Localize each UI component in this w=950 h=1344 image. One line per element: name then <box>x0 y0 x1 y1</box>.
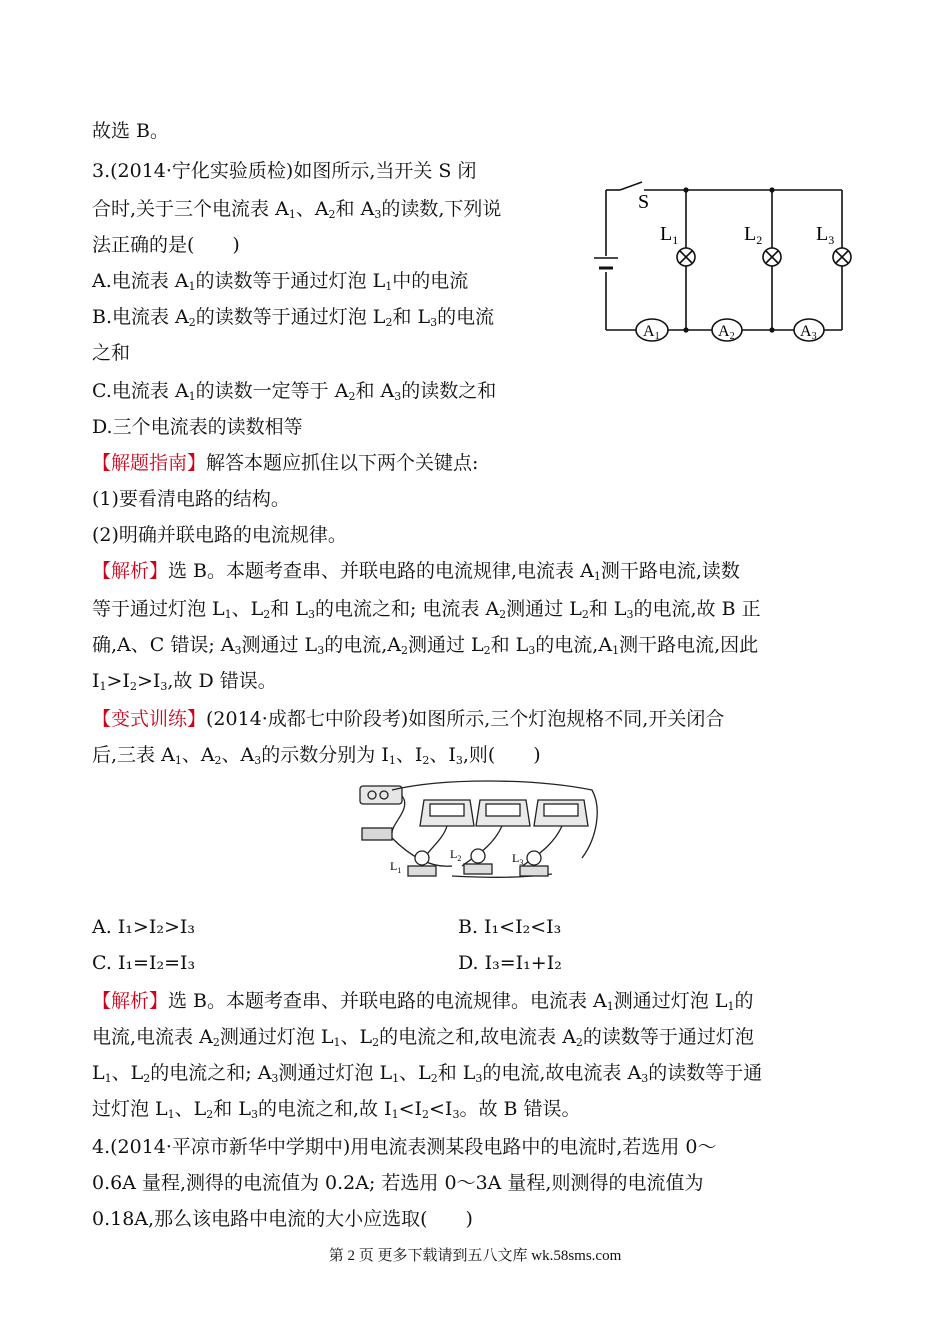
text: 和 L <box>392 306 431 328</box>
sub: 1 <box>188 280 196 293</box>
text: 。故 B 错误。 <box>459 1098 581 1120</box>
sub: 3 <box>254 754 262 767</box>
text: 的读数,下列说 <box>381 198 502 220</box>
sub: 3 <box>374 208 382 221</box>
variation-option-d: D. I₃=I₁+I₂ <box>458 952 562 974</box>
text: 和 L <box>437 1062 476 1084</box>
variation-line-1 <box>92 706 724 732</box>
text: 的电流之和; A <box>150 1062 272 1084</box>
question-3-line-3 <box>92 232 240 258</box>
sub: 2 <box>129 680 137 693</box>
photo-lamp-label: $L_3$ <box>512 851 524 867</box>
analysis2-line-1 <box>92 988 753 1014</box>
circuit-diagram <box>592 180 862 350</box>
sub: 1 <box>333 1036 341 1049</box>
junction-dot <box>769 187 774 192</box>
sub: 2 <box>206 1108 214 1121</box>
sub: 3 <box>528 644 536 657</box>
sub: 3 <box>271 1072 279 1085</box>
page-footer: 第 2 页 更多下载请到五八文库 wk.58sms.com <box>328 1248 622 1264</box>
circuit-photo <box>352 778 602 886</box>
text: 3.(2014·宁化实验质检)如图所示,当开关 S 闭 <box>92 160 477 182</box>
sub: 2 <box>581 608 589 621</box>
guide-tag: 【解题指南】 <box>92 452 207 474</box>
text: 和 L <box>490 634 529 656</box>
sub: 2 <box>143 1072 151 1085</box>
sub: 1 <box>104 1072 112 1085</box>
sub: 3 <box>160 680 168 693</box>
text: 、L <box>174 1098 207 1120</box>
option-b <box>92 304 494 330</box>
text: 、I <box>395 744 423 766</box>
text: <I <box>429 1098 453 1120</box>
wire <box>520 826 562 868</box>
guide-line <box>92 450 478 476</box>
switch-label: S <box>638 191 650 213</box>
switch-blade <box>620 182 642 190</box>
question-4-line-2 <box>92 1170 703 1196</box>
lamp-label: $L_3$ <box>816 223 835 247</box>
sub: 3 <box>250 1108 258 1121</box>
text: 的读数一定等于 A <box>195 380 349 402</box>
analysis-line-1 <box>92 558 740 584</box>
ammeter-label: A3 <box>800 323 817 342</box>
text: 之和 <box>92 342 131 364</box>
text: 和 A <box>355 380 395 402</box>
sub: 1 <box>392 1072 400 1085</box>
text: 的电流之和,故电流表 A <box>379 1026 576 1048</box>
sub: 2 <box>400 644 408 657</box>
text: 的读数等于通过灯泡 L <box>195 306 386 328</box>
sub: 3 <box>317 644 325 657</box>
text: 的电流,故 B 正 <box>633 598 761 620</box>
text: 和 L <box>588 598 627 620</box>
text: 等于通过灯泡 L <box>92 598 225 620</box>
sub: 3 <box>452 1108 460 1121</box>
text: 的电流,故电流表 A <box>482 1062 642 1084</box>
sub: 1 <box>385 280 393 293</box>
text: 、A <box>221 744 255 766</box>
sub: 1 <box>167 1108 175 1121</box>
ammeter-1-icon <box>420 800 474 826</box>
option-a <box>92 268 468 294</box>
sub: 2 <box>385 316 393 329</box>
text: 、L <box>111 1062 144 1084</box>
lamp-label: $L_2$ <box>744 223 763 247</box>
sub: 3 <box>430 316 438 329</box>
text: 的读数之和 <box>401 380 497 402</box>
option-d <box>92 414 303 440</box>
text: 的读数等于通过灯泡 L <box>195 270 386 292</box>
sub: 2 <box>188 316 196 329</box>
text: 、L <box>231 598 264 620</box>
ammeter-2-icon <box>476 800 530 826</box>
text: 的电流 <box>437 306 495 328</box>
analysis-tag: 【解析】 <box>92 990 169 1012</box>
sub: 2 <box>348 390 356 403</box>
sub: 1 <box>388 754 396 767</box>
text: 的读数等于通过灯泡 <box>582 1026 754 1048</box>
text: 的电流,A <box>535 634 613 656</box>
sub: 1 <box>612 644 620 657</box>
text: 、A <box>295 198 329 220</box>
junction-dot <box>683 187 688 192</box>
text: 测通过灯泡 L <box>278 1062 393 1084</box>
sub: 1 <box>391 1108 399 1121</box>
analysis2-line-4 <box>92 1096 580 1122</box>
sub: 2 <box>328 208 336 221</box>
text: 电流,电流表 A <box>92 1026 213 1048</box>
text: 选 B。本题考查串、并联电路的电流规律,电流表 A <box>168 560 594 582</box>
text: 的电流,A <box>324 634 401 656</box>
text: 、L <box>340 1026 373 1048</box>
analysis-line-4 <box>92 668 277 694</box>
text: ,故 D 错误。 <box>167 670 277 692</box>
variation-option-a: A. I₁>I₂>I₃ <box>92 916 196 938</box>
text: 和 A <box>335 198 375 220</box>
text: 的电流之和,故 I <box>257 1098 392 1120</box>
text: 和 L <box>270 598 308 620</box>
question-3-line-1 <box>92 158 476 184</box>
text: C.电流表 A <box>92 380 189 402</box>
text: 测干路电流,因此 <box>619 634 759 656</box>
sub: 1 <box>99 680 107 693</box>
text: I <box>92 670 100 692</box>
photo-lamp-label: $L_1$ <box>390 859 402 875</box>
variation-tag: 【变式训练】 <box>92 708 207 730</box>
text: <I <box>398 1098 422 1120</box>
text: 确,A、C 错误; A <box>92 634 235 656</box>
text: L <box>92 1062 105 1084</box>
sub: 1 <box>288 208 296 221</box>
sub: 3 <box>234 644 242 657</box>
text: 、A <box>181 744 215 766</box>
text: B.电流表 A <box>92 306 189 328</box>
text: 选 B。本题考查串、并联电路的电流规律。电流表 A <box>168 990 607 1012</box>
sub: 1 <box>174 754 182 767</box>
text: ,则( ) <box>462 744 541 766</box>
text: 后,三表 A <box>92 744 175 766</box>
sub: 2 <box>263 608 271 621</box>
text: 故选 B。 <box>92 120 170 142</box>
ammeter-3-icon <box>534 800 588 826</box>
guide-point-2 <box>92 522 347 548</box>
sub: 1 <box>727 1000 735 1013</box>
text: (2014·成都七中阶段考)如图所示,三个灯泡规格不同,开关闭合 <box>206 708 725 730</box>
question-4-line-1 <box>92 1134 717 1160</box>
analysis-tag: 【解析】 <box>92 560 169 582</box>
text: >I <box>136 670 161 692</box>
text: 、L <box>399 1062 431 1084</box>
option-c <box>92 378 496 404</box>
lamp-label: $L_1$ <box>660 223 679 247</box>
text: 的读数等于通 <box>648 1062 763 1084</box>
sub: 2 <box>422 1108 429 1121</box>
text: 测通过灯泡 L <box>613 990 728 1012</box>
guide-point-1 <box>92 486 290 512</box>
text: (2)明确并联电路的电流规律。 <box>92 524 347 546</box>
sub: 2 <box>212 1036 220 1049</box>
text: 测通过 L <box>506 598 582 620</box>
text: D.三个电流表的读数相等 <box>92 416 303 438</box>
text: 测干路电流,读数 <box>600 560 740 582</box>
analysis2-line-2 <box>92 1024 754 1050</box>
text: 中的电流 <box>392 270 469 292</box>
sub: 3 <box>394 390 402 403</box>
sub: 3 <box>641 1072 649 1085</box>
sub: 2 <box>214 754 222 767</box>
junction-dot <box>769 327 774 332</box>
sub: 1 <box>188 390 196 403</box>
sub: 2 <box>575 1036 583 1049</box>
sub: 2 <box>430 1072 438 1085</box>
text: 的示数分别为 I <box>261 744 389 766</box>
sub: 3 <box>455 754 463 767</box>
question-4-line-3 <box>92 1206 473 1232</box>
junction-dot <box>683 327 688 332</box>
variation-line-2 <box>92 742 541 768</box>
ammeter-label: A1 <box>643 323 660 342</box>
text: 解答本题应抓住以下两个关键点: <box>206 452 479 474</box>
text: A.电流表 A <box>92 270 189 292</box>
text: 过灯泡 L <box>92 1098 168 1120</box>
text: 的 <box>734 990 754 1012</box>
text: 测通过 L <box>241 634 318 656</box>
sub: 1 <box>593 570 601 583</box>
lamp-3-icon <box>520 851 548 876</box>
text: 0.6A 量程,测得的电流值为 0.2A; 若选用 0～3A 量程,则测得的电流值为 <box>92 1172 704 1194</box>
sub: 3 <box>307 608 315 621</box>
text: 0.18A,那么该电路中电流的大小应选取( ) <box>92 1208 473 1230</box>
sub: 2 <box>372 1036 380 1049</box>
text: 4.(2014·平凉市新华中学期中)用电流表测某段电路中的电流时,若选用 0～ <box>92 1136 717 1158</box>
text: 、I <box>429 744 456 766</box>
sub: 3 <box>475 1072 483 1085</box>
text: 测通过 L <box>407 634 484 656</box>
photo-lamp-label: $L_2$ <box>450 847 462 863</box>
sub: 2 <box>483 644 491 657</box>
variation-option-c: C. I₁=I₂=I₃ <box>92 952 196 974</box>
text-line <box>92 118 169 144</box>
analysis-line-3 <box>92 632 758 658</box>
text: 合时,关于三个电流表 A <box>92 198 289 220</box>
option-b-cont <box>92 340 130 366</box>
sub: 1 <box>606 1000 614 1013</box>
analysis-line-2 <box>92 596 761 622</box>
sub: 2 <box>499 608 507 621</box>
ammeter-label: A2 <box>718 323 735 342</box>
text: 法正确的是( ) <box>92 234 240 256</box>
text: 的电流之和; 电流表 A <box>314 598 500 620</box>
question-3-line-2 <box>92 196 501 222</box>
text: 测通过灯泡 L <box>219 1026 334 1048</box>
analysis2-line-3 <box>92 1060 762 1086</box>
variation-option-b: B. I₁<I₂<I₃ <box>458 916 562 938</box>
sub: 3 <box>626 608 634 621</box>
sub: 1 <box>224 608 232 621</box>
text: 和 L <box>213 1098 251 1120</box>
sub: 2 <box>422 754 430 767</box>
text: >I <box>106 670 130 692</box>
text: (1)要看清电路的结构。 <box>92 488 290 510</box>
switch-icon <box>362 828 392 840</box>
